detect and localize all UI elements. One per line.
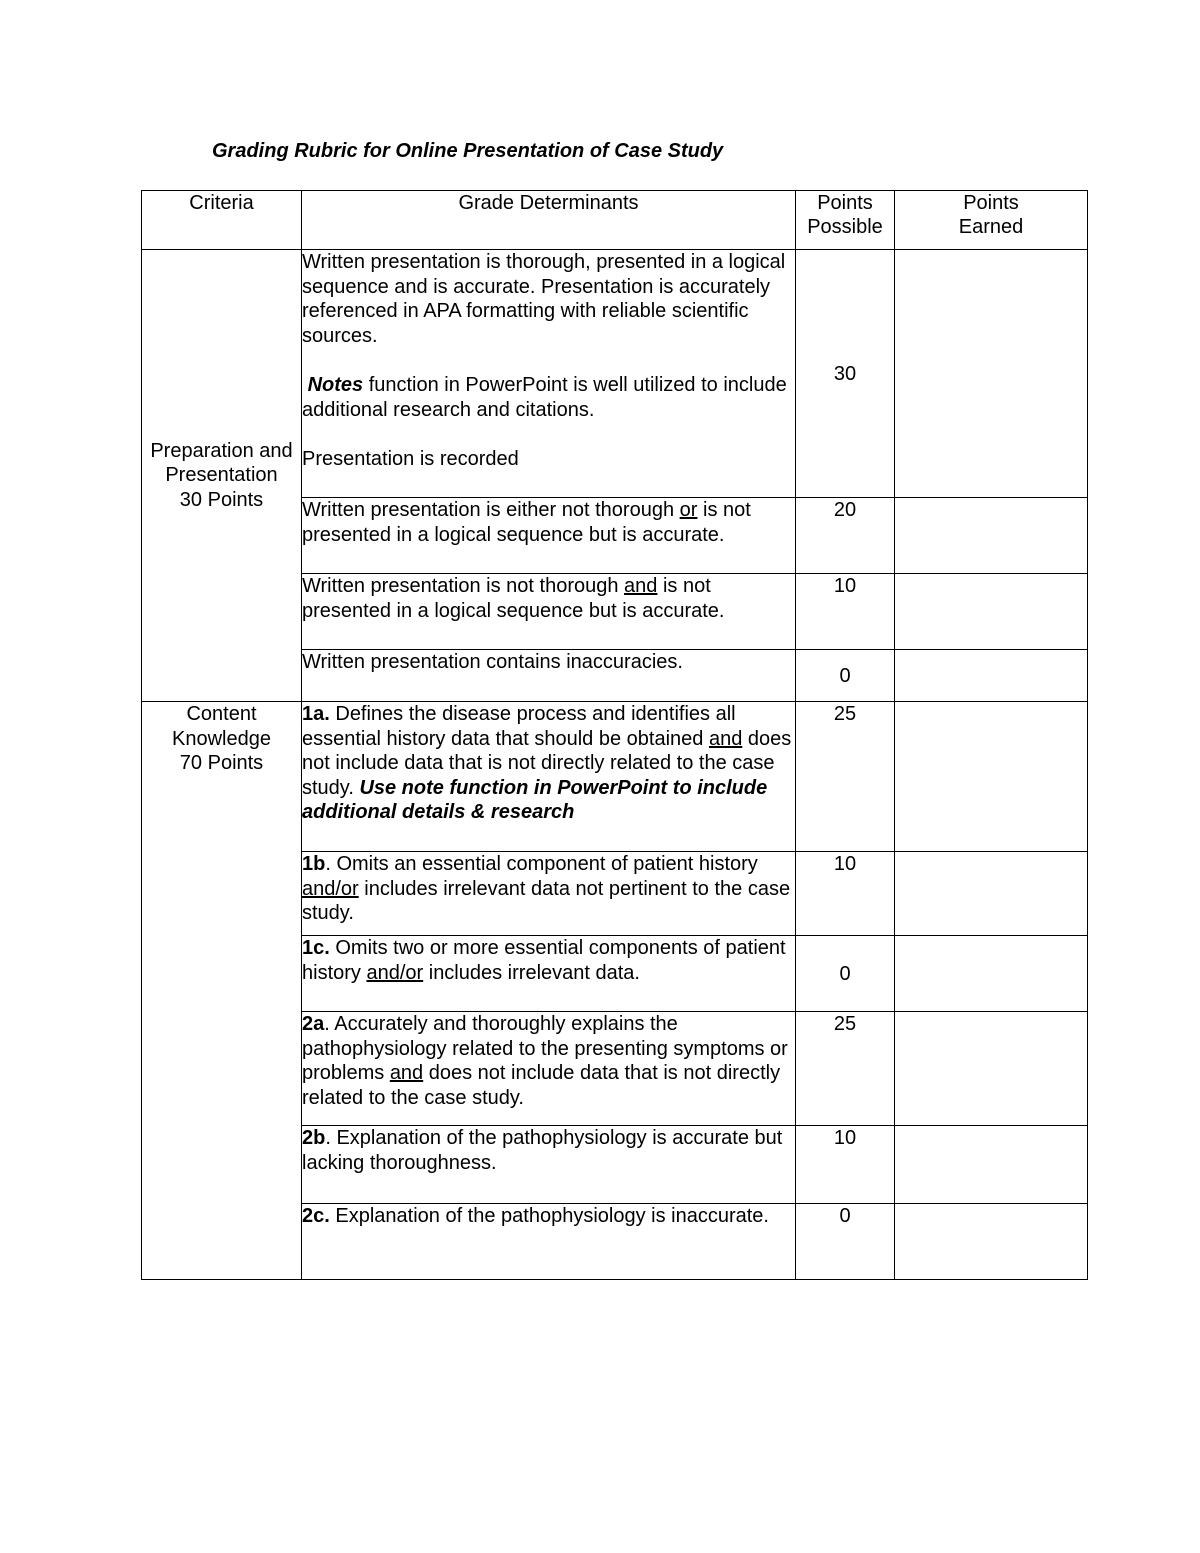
item-label: 2a [302, 1013, 325, 1035]
emphasis-underline: and [708, 727, 743, 750]
determinant-text: Defines the disease process and identifies all essential history data that should be obtained [302, 703, 736, 750]
header-row [142, 191, 1088, 250]
points-possible: 0 [796, 1204, 895, 1280]
emphasis-underline: or [679, 499, 698, 521]
header-points-possible-line1: Points [817, 192, 873, 214]
grade-determinant [302, 574, 796, 650]
determinant-text: Written presentation is thorough, presented in a logical sequence and is accurate. Presentation is accurately referenced in APA formatting with reliable scientific sources. [302, 251, 786, 347]
criteria-line: Knowledge [172, 727, 271, 750]
header-grade-determinants: Grade Determinants [302, 191, 796, 250]
determinant-text [302, 373, 795, 422]
item-label: 1c. [302, 937, 330, 959]
criteria-preparation-presentation [142, 250, 302, 702]
emphasis-bold-italic: Use note function in PowerPoint to include additional details & research [302, 776, 768, 824]
determinant-text: includes irrelevant data not pertinent to the case study. [302, 877, 791, 925]
points-possible: 30 [796, 250, 895, 498]
points-possible: 10 [796, 852, 895, 936]
table-row [142, 250, 1088, 498]
points-earned[interactable] [895, 936, 1088, 1012]
points-earned[interactable] [895, 574, 1088, 650]
item-label: 2b [302, 1127, 326, 1149]
item-label: 1b [302, 853, 326, 875]
header-points-possible-line2: Possible [807, 216, 883, 238]
points-possible: 25 [796, 702, 895, 852]
emphasis-underline: and [624, 575, 658, 597]
criteria-points: 70 Points [179, 752, 264, 775]
determinant-text: . Accurately and thoroughly explains the pathophysiology related to the presenting symptoms or problems [302, 1013, 788, 1085]
grade-determinant [302, 1012, 796, 1126]
emphasis-underline: and/or [302, 877, 359, 900]
criteria-line: Preparation and [150, 439, 293, 462]
determinant-text: . Omits an essential component of patient history [325, 853, 758, 875]
grade-determinant [302, 936, 796, 1012]
points-earned[interactable] [895, 1126, 1088, 1204]
determinant-text: does not include data that is not directly related to the case study. [302, 727, 792, 799]
header-criteria: Criteria [142, 191, 302, 250]
determinant-text: does not include data that is not directly related to the case study. [302, 1062, 781, 1109]
points-earned[interactable] [895, 650, 1088, 702]
document-title: Grading Rubric for Online Presentation of Case Study [212, 140, 724, 162]
table-row [142, 702, 1088, 852]
criteria-content-knowledge [142, 702, 302, 1280]
item-label: 1a. [302, 703, 330, 725]
criteria-points: 30 Points [179, 488, 264, 511]
criteria-line: Content [186, 703, 257, 725]
points-earned[interactable] [895, 498, 1088, 574]
determinant-text: . Explanation of the pathophysiology is accurate but lacking thoroughness. [302, 1127, 783, 1174]
grade-determinant [302, 852, 796, 936]
determinant-text: Written presentation contains inaccuracies. [302, 651, 683, 673]
rubric-table [141, 190, 1088, 1280]
determinant-text: Written presentation is not thorough [302, 575, 625, 597]
determinant-text: is not presented in a logical sequence but is accurate. [302, 575, 725, 622]
emphasis-underline: and/or [366, 961, 424, 984]
determinant-text-rest: function in PowerPoint is well utilized to include additional research and citations. [302, 373, 787, 421]
header-points-earned [895, 191, 1088, 250]
item-label: 2c. [302, 1205, 330, 1227]
points-earned[interactable] [895, 702, 1088, 852]
points-earned[interactable] [895, 1012, 1088, 1126]
notes-emphasis: Notes [307, 373, 364, 396]
determinant-text: includes irrelevant data. [423, 961, 640, 984]
points-possible: 0 [796, 650, 895, 702]
points-earned[interactable] [895, 1204, 1088, 1280]
determinant-text: is not presented in a logical sequence but is accurate. [302, 499, 751, 546]
points-possible: 0 [796, 936, 895, 1012]
determinant-text: Presentation is recorded [302, 447, 519, 470]
emphasis-underline: and [389, 1062, 424, 1085]
grade-determinant [302, 1204, 796, 1280]
points-possible: 10 [796, 574, 895, 650]
determinant-text: Omits two or more essential components of patient history [302, 937, 786, 984]
points-possible: 10 [796, 1126, 895, 1204]
determinant-text: Written presentation is either not thorough [302, 499, 680, 521]
determinant-text: Explanation of the pathophysiology is inaccurate. [329, 1205, 769, 1227]
header-points-earned-line1: Points [963, 192, 1019, 214]
grade-determinant [302, 250, 796, 498]
points-earned[interactable] [895, 250, 1088, 498]
header-points-possible [796, 191, 895, 250]
points-possible: 25 [796, 1012, 895, 1126]
grade-determinant [302, 1126, 796, 1204]
grade-determinant [302, 498, 796, 574]
grade-determinant [302, 702, 796, 852]
grade-determinant [302, 650, 796, 702]
criteria-line: Presentation [165, 464, 278, 487]
points-possible: 20 [796, 498, 895, 574]
header-points-earned-line2: Earned [958, 216, 1024, 238]
points-earned[interactable] [895, 852, 1088, 936]
